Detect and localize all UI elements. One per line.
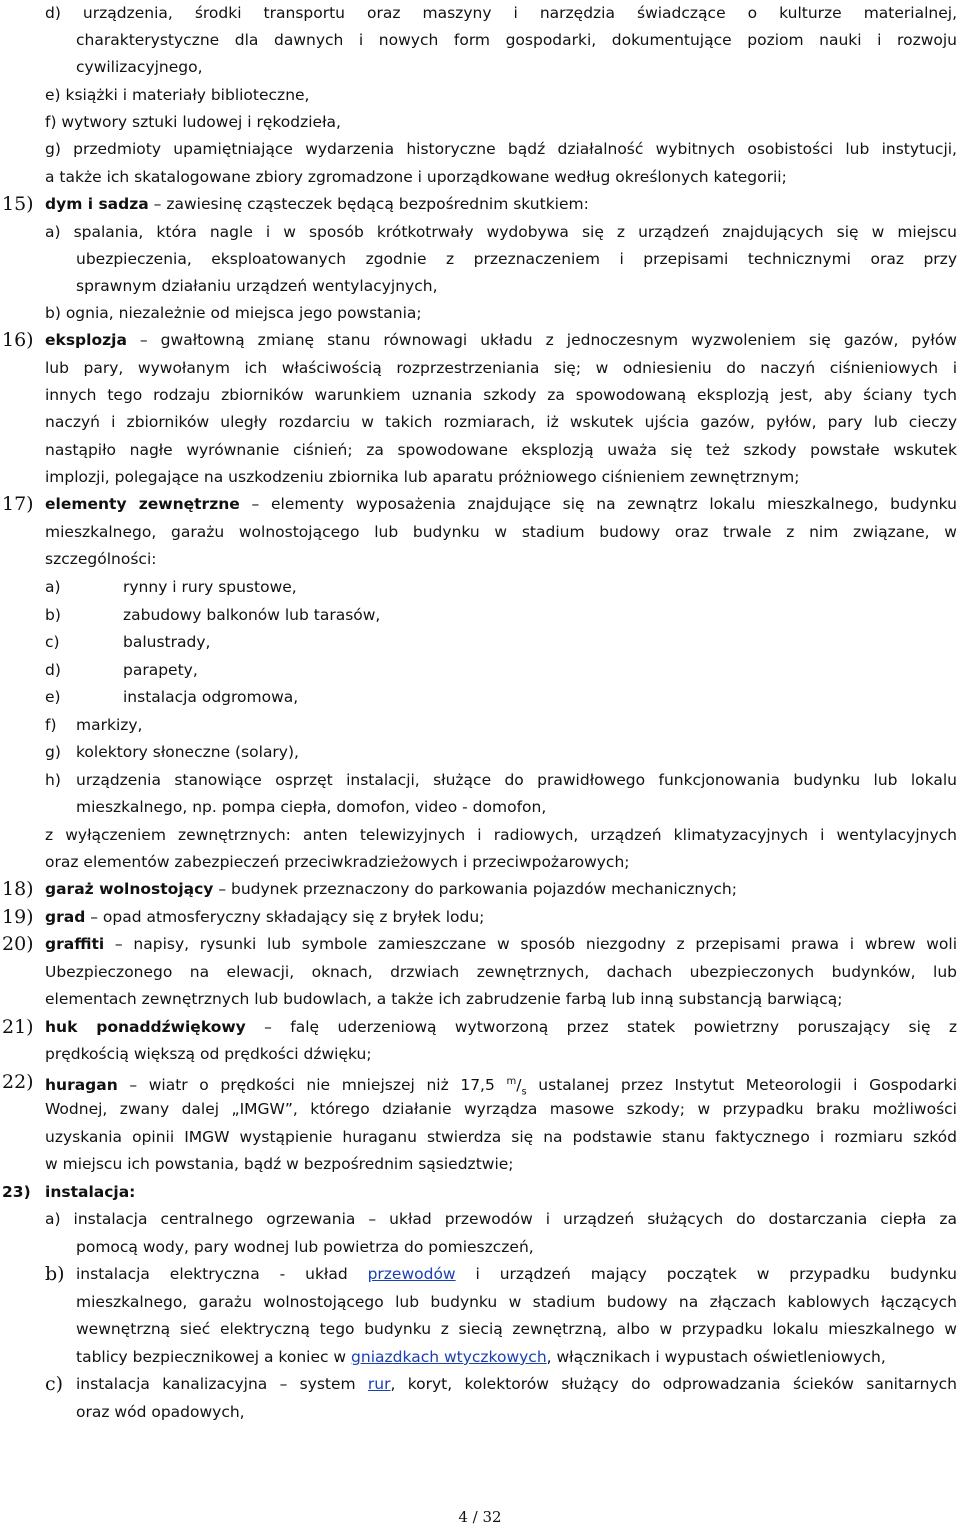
section-number: 15) (2, 193, 34, 215)
section-number: 22) (2, 1071, 34, 1093)
definition-term: graffiti (45, 935, 105, 953)
definition-line (45, 933, 957, 957)
definition-text: – gwałtowną zmianę stanu równowagi układu z jednoczesnym wyzwoleniem się gazów, pyłów (126, 331, 957, 349)
list-item (76, 1263, 957, 1287)
paragraph-line: implozji, polegające na uszkodzeniu zbiornika lub aparatu próżniowego ciśnieniem zewnętrznym; (45, 468, 800, 486)
list-item: urządzenia stanowiące osprzęt instalacji, służące do prawidłowego funkcjonowania budynku lub lokalu (76, 771, 957, 789)
definition-term: instalacja: (45, 1183, 136, 1201)
list-item: b) ognia, niezależnie od miejsca jego powstania; (45, 304, 422, 322)
list-item: instalacja odgromowa, (123, 688, 299, 706)
definition-term: elementy zewnętrzne (45, 495, 240, 513)
section-number: 19) (2, 906, 34, 928)
definition-text: – wiatr o prędkości nie mniejszej niż 17,5 (117, 1076, 507, 1095)
list-item-text: , włącznikach i wypustach oświetleniowych, (546, 1348, 886, 1366)
unit-denominator: s (521, 1086, 527, 1098)
list-item: markizy, (76, 716, 143, 734)
paragraph-line: mieszkalnego, garażu wolnostojącego lub budynku w stadium budowy oraz trwale z nim związane, w (45, 523, 957, 541)
paragraph-line: d) urządzenia, środki transportu oraz maszyny i narzędzia świadczące o kulturze materialnej, (45, 4, 957, 22)
list-item: kolektory słoneczne (solary), (76, 743, 299, 761)
section-number: 17) (2, 493, 34, 515)
paragraph-line: szczególności: (45, 550, 157, 568)
link-rur[interactable]: rur (367, 1375, 391, 1393)
paragraph-line: mieszkalnego, np. pompa ciepła, domofon, video - domofon, (76, 798, 547, 816)
link-gniazdkach-wtyczkowych[interactable]: gniazdkach wtyczkowych (351, 1348, 547, 1366)
paragraph-line: nastąpiło nagłe wyrównanie ciśnień; za spowodowane eksplozją uważa się też szkody powstałe wskutek (45, 441, 957, 459)
list-item: f) wytwory sztuki ludowej i rękodzieła, (45, 113, 341, 131)
paragraph-line: oraz elementów zabezpieczeń przeciwkradzieżowych i przeciwpożarowych; (45, 853, 630, 871)
paragraph-line: z wyłączeniem zewnętrznych: anten telewizyjnych i radiowych, urządzeń klimatyzacyjnych i wentylacyjnych (45, 826, 957, 844)
definition-text: – falę uderzeniową wytworzoną przez statek powietrzny poruszający się z (245, 1018, 957, 1036)
paragraph-line: elementach zewnętrznych lub budowlach, a także ich zabrudzenie farbą lub inną substancją barwiącą; (45, 990, 843, 1008)
definition-text: – zawiesinę cząsteczek będącą bezpośrednim skutkiem: (148, 195, 589, 213)
page-number: 4 / 32 (458, 1508, 502, 1526)
unit-numerator: m (506, 1076, 517, 1087)
section-number: 23) (2, 1183, 31, 1201)
paragraph-line: pomocą wody, pary wodnej lub powietrza do pomieszczeń, (76, 1238, 534, 1256)
list-item-letter: c) (45, 633, 60, 651)
section-number: 21) (2, 1016, 34, 1038)
list-item-letter: c) (45, 1373, 64, 1395)
definition-term: dym i sadza (45, 195, 149, 213)
paragraph-line: wewnętrzną sieć elektryczną tego budynku z siecią zewnętrzną, albo w przypadku lokalu mieszkalnego w (76, 1320, 957, 1338)
paragraph-line: oraz wód opadowych, (76, 1403, 245, 1421)
definition-line (45, 1016, 957, 1040)
definition-line (45, 878, 737, 902)
list-item: zabudowy balkonów lub tarasów, (123, 606, 381, 624)
paragraph-line: charakterystyczne dla dawnych i nowych form gospodarki, dokumentujące poziom nauki i rozwoju (76, 31, 957, 49)
paragraph-line: Ubezpieczonego na elewacji, oknach, drzwiach zewnętrznych, dachach ubezpieczonych budynków, lub (45, 963, 957, 981)
definition-term: huragan (45, 1076, 118, 1095)
list-item-letter: a) (45, 578, 61, 596)
section-number: 20) (2, 933, 34, 955)
list-item-letter: g) (45, 743, 61, 761)
definition-line (45, 1071, 957, 1098)
list-item: a) spalania, która nagle i w sposób krótkotrwały wydobywa się z urządzeń znajdujących się w miejscu (45, 223, 957, 241)
paragraph-line: uzyskania opinii IMGW wystąpienie huraganu stwierdza się na podstawie stanu faktycznego i rozmiaru szkód (45, 1128, 957, 1146)
list-item: g) przedmioty upamiętniające wydarzenia historyczne bądź działalność wybitnych osobistości lub instytucji, (45, 140, 957, 158)
section-number: 18) (2, 878, 34, 900)
link-przewodow[interactable]: przewodów (367, 1265, 456, 1283)
definition-line (45, 193, 589, 217)
list-item-letter: e) (45, 688, 61, 706)
paragraph-line: innych tego rodzaju zbiorników warunkiem uznania szkody za spowodowaną eksplozją jest, aby ściany tych (45, 386, 957, 404)
paragraph-line: naczyń i zbiorników uległy rozdarciu w takich rozmiarach, iż wskutek ujścia gazów, pyłów, pary lub cieczy (45, 413, 957, 431)
list-item-letter: d) (45, 661, 61, 679)
definition-term: grad (45, 908, 86, 926)
unit-slash: / (516, 1076, 522, 1095)
list-item-letter: b) (45, 606, 61, 624)
definition-term: eksplozja (45, 331, 127, 349)
definition-text: ustalanej przez Instytut Meteorologii i Gospodarki (526, 1076, 957, 1095)
list-item: e) książki i materiały biblioteczne, (45, 86, 310, 104)
list-item-text: , koryt, kolektorów służący do odprowadzania ścieków sanitarnych (390, 1375, 957, 1393)
list-item (76, 1373, 957, 1397)
paragraph-line: sprawnym działaniu urządzeń wentylacyjnych, (76, 277, 438, 295)
definition-line (45, 493, 957, 517)
definition-text: – budynek przeznaczony do parkowania pojazdów mechanicznych; (213, 880, 737, 898)
paragraph-line: cywilizacyjnego, (76, 58, 203, 76)
paragraph-line: a także ich skatalogowane zbiory zgromadzone i uporządkowane według określonych kategorii; (45, 168, 787, 186)
list-item-text: instalacja elektryczna - układ (76, 1265, 368, 1283)
paragraph-line: mieszkalnego, garażu wolnostojącego lub budynku w stadium budowy na złączach kablowych łączących (76, 1293, 957, 1311)
list-item: parapety, (123, 661, 198, 679)
list-item-letter: h) (45, 771, 61, 789)
paragraph-line: Wodnej, zwany dalej „IMGW”, którego działanie wyrządza masowe szkody; w przypadku braku możliwości (45, 1100, 957, 1118)
paragraph-line (76, 1346, 886, 1370)
list-item: balustrady, (123, 633, 211, 651)
list-item: rynny i rury spustowe, (123, 578, 297, 596)
paragraph-line: ubezpieczenia, eksploatowanych zgodnie z przeznaczeniem i przepisami technicznymi oraz przy (76, 250, 957, 268)
definition-text: – napisy, rysunki lub symbole zamieszczane w sposób niezgodny z przepisami prawa i wbrew woli (104, 935, 957, 953)
list-item-letter: f) (45, 716, 57, 734)
definition-line (45, 906, 484, 930)
section-number: 16) (2, 329, 34, 351)
list-item-letter: b) (45, 1263, 65, 1285)
paragraph-line: lub pary, wywołanym ich właściwością rozprzestrzeniania się; w odniesieniu do naczyń ciśnieniowych i (45, 359, 957, 377)
definition-text: – elementy wyposażenia znajdujące się na zewnątrz lokalu mieszkalnego, budynku (239, 495, 958, 513)
definition-term: garaż wolnostojący (45, 880, 214, 898)
paragraph-line: w miejscu ich powstania, bądź w bezpośrednim sąsiedztwie; (45, 1155, 514, 1173)
definition-line (45, 329, 957, 353)
definition-term: huk ponaddźwiękowy (45, 1018, 246, 1036)
list-item: a) instalacja centralnego ogrzewania – układ przewodów i urządzeń służących do dostarczania ciepła za (45, 1210, 957, 1228)
list-item-text: tablicy bezpiecznikowej a koniec w (76, 1348, 352, 1366)
list-item-text: instalacja kanalizacyjna – system (76, 1375, 368, 1393)
list-item-text: i urządzeń mający początek w przypadku budynku (455, 1265, 957, 1283)
paragraph-line: prędkością większą od prędkości dźwięku; (45, 1045, 372, 1063)
definition-text: – opad atmosferyczny składający się z bryłek lodu; (85, 908, 485, 926)
